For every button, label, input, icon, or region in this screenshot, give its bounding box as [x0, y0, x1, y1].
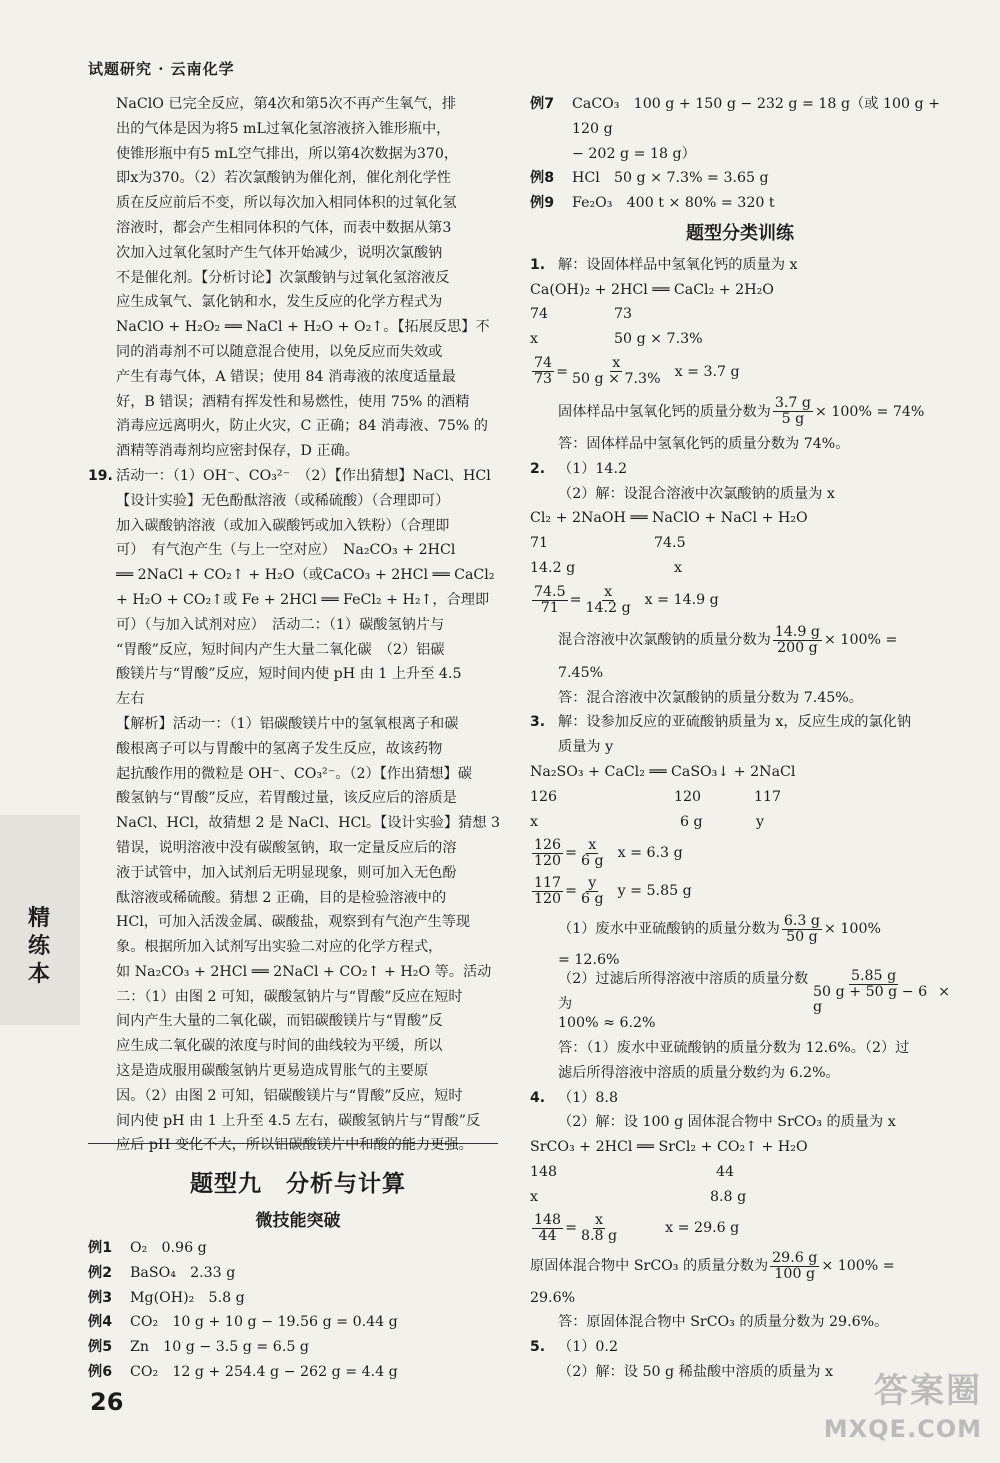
chemical-equation: Ca(OH)₂ + 2HCl ══ CaCl₂ + 2H₂O: [530, 281, 774, 298]
example-item: [530, 191, 950, 216]
example-item: [530, 92, 950, 142]
proportion-row: $\frac{74}{73}$ = $\frac{x}{50 g \times 7.3\%}$ x = 3.7 g: [534, 355, 740, 388]
quantity: y: [756, 813, 765, 830]
result: y = 5.85 g: [617, 882, 692, 899]
result: x = 29.6 g: [665, 1220, 740, 1237]
answer-line: 答：混合溶液中次氯酸钠的质量分数为 7.45%。: [558, 689, 863, 706]
numerator: x: [595, 1212, 604, 1228]
example-item: [88, 1261, 398, 1286]
fraction: [532, 876, 563, 907]
chemical-equation: SrCO₃ + 2HCl ══ SrCl₂ + CO₂↑ + H₂O: [530, 1139, 808, 1156]
text-line: 左右: [116, 691, 145, 708]
text-line: （2）解：设 100 g 固体混合物中 SrCO₃ 的质量为 x: [558, 1114, 896, 1131]
example-answer: Mg(OH)₂ 5.8 g: [130, 1289, 245, 1306]
percent-label: 固体样品中氢氧化钙的质量分数为: [558, 403, 771, 420]
quantity-row: [530, 810, 950, 835]
denominator: 120: [534, 890, 562, 907]
percent-label: （2）过滤后所得溶液中溶质的质量分数为: [558, 971, 809, 1013]
example-label: 例2: [88, 1264, 113, 1281]
text-line: 应生成氧气、氯化钠和水，发生反应的化学方程式为: [116, 294, 443, 311]
example-label: 例5: [88, 1339, 113, 1356]
quantity-row: [530, 327, 950, 352]
molar-mass: 71: [530, 535, 549, 552]
denominator: 71: [540, 600, 559, 617]
denominator: 5 g: [781, 411, 805, 428]
text-line: 质量为 y: [558, 739, 614, 756]
text-line: （2）解：设 50 g 稀盐酸中溶质的质量为 x: [558, 1363, 834, 1380]
example-label: [530, 142, 572, 167]
text-line: NaClO + H₂O₂ ══ NaCl + H₂O + O₂↑。【拓展反思】不: [116, 319, 490, 336]
text-line: 间内使 pH 由 1 上升至 4.5 左右，碳酸氢钠片与“胃酸”反: [116, 1112, 481, 1129]
text-line: NaCl、HCl，故猜想 2 是 NaCl、HCl。【设计实验】猜想 3: [116, 815, 501, 832]
text-line: 100% ≈ 6.2%: [558, 1015, 656, 1032]
denominator: 200 g: [777, 640, 818, 657]
left-column: [88, 92, 508, 1158]
fraction: [782, 914, 822, 945]
answer-3: [530, 710, 950, 1085]
watermark-url: MXQE.COM: [823, 1415, 982, 1443]
example-answer: − 202 g = 18 g）: [572, 145, 696, 162]
numerator: 5.85 g: [850, 968, 897, 985]
percent-result: × 100% = 74%: [814, 403, 925, 420]
example-answer: CaCO₃ 100 g + 150 g − 232 g = 18 g（或 100 g + 120 g: [572, 96, 941, 137]
denominator: 8.8 g: [580, 1228, 618, 1244]
fraction: [532, 1213, 563, 1244]
example-answer: CO₂ 10 g + 10 g − 19.56 g = 0.44 g: [130, 1314, 398, 1331]
proportion-row: $\frac{126}{120}$ = $\frac{x}{6 g}$ x = 6.3 g: [534, 836, 683, 869]
text-line: 酸氢钠与“胃酸”反应，若胃酸过量，该反应后的溶质是: [116, 790, 457, 807]
text-line: 应后 pH 变化不大，所以铝碳酸镁片中和酸的能力更强。: [116, 1137, 473, 1154]
numerator: 3.7 g: [774, 395, 811, 412]
numerator: y: [588, 874, 597, 891]
quantity: 50 g × 7.3%: [614, 331, 703, 348]
percent-row: [558, 621, 950, 661]
text-line: 即x为370。（2）若次氯酸钠为催化剂，催化剂化学性: [116, 170, 451, 187]
text-line: 活动一：（1）OH⁻、CO₃²⁻ （2）【作出猜想】NaCl、HCl: [116, 467, 491, 484]
text-line: 象。根据所加入试剂写出实验二对应的化学方程式，: [116, 939, 443, 956]
section-title: 题型九 分析与计算: [190, 1171, 406, 1197]
percent-result: ×: [938, 983, 950, 1000]
molar-mass: 73: [614, 306, 633, 323]
text-line: + H₂O + CO₂↑或 Fe + 2HCl ══ FeCl₂ + H₂↑，合理即: [116, 591, 490, 608]
fraction: [532, 838, 563, 869]
molar-mass: 44: [716, 1163, 735, 1180]
molar-mass-row: [530, 1160, 950, 1185]
example-answer: Fe₂O₃ 400 t × 80% = 320 t: [572, 195, 775, 212]
denominator: 6 g: [580, 890, 604, 907]
numerator: 117: [534, 874, 562, 891]
text-line: 解：设固体样品中氢氧化钙的质量为 x: [558, 256, 798, 273]
page-number: 26: [90, 1388, 124, 1416]
numerator: 29.6 g: [772, 1250, 818, 1266]
text-line: 间内产生大量的二氧化碳，而铝碳酸镁片与“胃酸”反: [116, 1013, 443, 1030]
text-line: 解：设参加反应的亚硫酸钠质量为 x，反应生成的氯化钠: [558, 714, 912, 731]
text-line: “胃酸”反应，短时间内产生大量二氧化碳 （2）铝碳: [116, 641, 445, 658]
example-label: 例4: [88, 1314, 113, 1331]
text-line: 消毒应远离明火，防止火灾，C 正确；84 消毒液、75% 的: [116, 418, 488, 435]
example-label: 例1: [88, 1240, 113, 1256]
quantity-row: [530, 1185, 950, 1210]
text-line: 【解析】活动一：（1）铝碳酸镁片中的氢氧根离子和碳: [116, 715, 459, 732]
molar-mass: 120: [674, 788, 702, 805]
denominator: 73: [534, 371, 553, 388]
answer-2: [530, 457, 950, 711]
numerator: 148: [534, 1212, 562, 1228]
answer-4: [530, 1086, 950, 1336]
question-number: 3.: [530, 714, 546, 731]
percent-label: （1）废水中亚硫酸钠的质量分数为: [558, 920, 780, 937]
example-item: [530, 142, 950, 167]
text-line: 因。（2）由图 2 可知，铝碳酸镁片与“胃酸”反应，短时: [116, 1087, 463, 1104]
text-line: （1）0.2: [558, 1339, 618, 1356]
answer-line: 答：固体样品中氢氧化钙的质量分数为 74%。: [558, 435, 850, 452]
example-item: [88, 1286, 398, 1311]
text-line: 酞溶液或稀硫酸。猜想 2 正确，目的是检验溶液中的: [116, 889, 447, 906]
question-number: 1.: [530, 256, 546, 273]
quantity: x: [530, 1188, 539, 1205]
denominator: 100 g: [774, 1266, 816, 1282]
example-item: [88, 1360, 398, 1385]
fraction: [570, 356, 663, 387]
quantity: 8.8 g: [710, 1188, 747, 1205]
percent-result: × 100% =: [824, 632, 898, 649]
text-line: 使锥形瓶中有5 mL空气排出，所以第4次数据为370，: [116, 145, 459, 162]
fraction: [773, 396, 813, 427]
example-answer: CO₂ 12 g + 254.4 g − 262 g = 4.4 g: [130, 1363, 398, 1380]
result: x = 14.9 g: [644, 592, 719, 609]
question-number: 4.: [530, 1089, 546, 1106]
example-item: [530, 166, 950, 191]
denominator: 50 g + 50 g − 6 g: [813, 984, 928, 1016]
right-column: [530, 92, 950, 1385]
fraction: [811, 969, 936, 1015]
answer-line: 答：原固体混合物中 SrCO₃ 的质量分数为 29.6%。: [558, 1314, 889, 1331]
numerator: 74.5: [534, 584, 566, 601]
text-line: 酸根离子可以与胃酸中的氢离子发生反应，故该药物: [116, 740, 443, 757]
text-line: 出的气体是因为将5 mL过氧化氢溶液挤入锥形瓶中，: [116, 120, 451, 137]
molar-mass: 74: [530, 306, 549, 323]
denominator: 6 g: [580, 852, 604, 869]
fraction: [579, 876, 606, 907]
proportion-row: $\frac{74.5}{71}$ = $\frac{x}{14.2 g}$ x = 14.9 g: [534, 584, 719, 617]
percent-row: [558, 910, 950, 948]
proportion-row: $\frac{148}{44}$ = $\frac{x}{8.8 g}$ x = 29.6 g: [534, 1212, 740, 1244]
example-label: 例3: [88, 1289, 113, 1306]
proportion-row: $\frac{117}{120}$ = $\frac{y}{6 g}$ y = 5.85 g: [534, 874, 692, 907]
molar-mass: 74.5: [654, 535, 686, 552]
numerator: x: [588, 836, 597, 853]
percent-result: × 100%: [824, 920, 881, 937]
q18-continued: [88, 92, 508, 464]
text-line: 可） 有气泡产生（与上一空对应） Na₂CO₃ + 2HCl: [116, 542, 456, 559]
section-subtitle: 微技能突破: [255, 1211, 341, 1231]
fraction: [583, 585, 632, 616]
example-answer: O₂ 0.96 g: [130, 1240, 207, 1256]
chemical-equation: Na₂SO₃ + CaCl₂ ══ CaSO₃↓ + 2NaCl: [530, 763, 796, 780]
fraction: [579, 1213, 619, 1244]
fraction: [532, 356, 554, 387]
text-line: ══ 2NaCl + CO₂↑ + H₂O（或CaCO₃ + 2HCl ══ CaCl₂: [116, 567, 495, 584]
fraction: [579, 838, 606, 869]
molar-mass-row: [530, 531, 950, 556]
text-line: 7.45%: [558, 664, 604, 681]
answer-line: 答：（1）废水中亚硫酸钠的质量分数为 12.6%。（2）过: [558, 1039, 910, 1056]
numerator: 74: [534, 355, 553, 372]
text-line: （1）8.8: [558, 1089, 618, 1106]
numerator: 14.9 g: [774, 624, 821, 641]
result: x = 6.3 g: [617, 844, 683, 861]
answer-1: [530, 253, 950, 457]
text-line: 酒精等消毒剂均应密封保存，D 正确。: [116, 443, 359, 460]
text-line: 这是造成服用碳酸氢钠片更易造成胃胀气的主要原: [116, 1063, 429, 1080]
question-number: 2.: [530, 460, 546, 477]
side-tab-label: 精练本: [28, 906, 51, 987]
text-line: 质在反应前后不变，所以每次加入相同体积的过氧化氢: [116, 195, 457, 212]
text-line: （1）14.2: [558, 460, 627, 477]
percent-row: [530, 1248, 950, 1286]
numerator: 126: [534, 836, 562, 853]
watermark-text: 答案圈: [874, 1371, 982, 1411]
example-item: [88, 1335, 398, 1360]
example-label: 例7: [530, 96, 555, 112]
percent-label: 原固体混合物中 SrCO₃ 的质量分数为: [530, 1258, 769, 1275]
text-line: = 12.6%: [558, 952, 620, 969]
text-line: 不是催化剂。【分析讨论】次氯酸钠与过氧化氢溶液反: [116, 269, 450, 286]
fraction: [770, 1251, 819, 1282]
text-line: 酸镁片与“胃酸”反应，短时间内使 pH 由 1 上升至 4.5: [116, 666, 462, 683]
percent-result: × 100% =: [821, 1258, 895, 1275]
denominator: 50 g × 7.3%: [571, 371, 661, 388]
molar-mass-row: [530, 785, 950, 810]
q19-answer: [88, 464, 508, 1158]
example-label: 例6: [88, 1363, 113, 1380]
example-answer: BaSO₄ 2.33 g: [130, 1264, 236, 1281]
text-line: 溶液时，都会产生相同体积的气体，而表中数据从第3: [116, 219, 452, 236]
molar-mass: 126: [530, 788, 558, 805]
quantity: 14.2 g: [530, 559, 576, 576]
answer-line: 滤后所得溶液中溶质的质量分数约为 6.2%。: [558, 1064, 840, 1081]
text-line: 错误，说明溶液中没有碳酸氢钠，取一定量反应后的溶: [116, 839, 457, 856]
text-line: 【设计实验】无色酚酞溶液（或稀硫酸）（合理即可）: [116, 492, 450, 509]
text-line: 如 Na₂CO₃ + 2HCl ══ 2NaCl + CO₂↑ + H₂O 等。活动: [116, 963, 492, 980]
text-line: 加入碳酸钠溶液（或加入碳酸钙或加入铁粉）（合理即: [116, 517, 450, 534]
denominator: 120: [534, 852, 562, 869]
example-label: 例9: [530, 195, 555, 212]
percent-row: [558, 968, 950, 1016]
text-line: 起抗酸作用的微粒是 OH⁻、CO₃²⁻。（2）【作出猜想】碳: [116, 765, 472, 782]
numerator: 6.3 g: [783, 912, 820, 929]
example-answer: Zn 10 g − 3.5 g = 6.5 g: [130, 1339, 309, 1356]
numerator: x: [612, 355, 621, 372]
text-line: 二：（1）由图 2 可知，碳酸氢钠片与“胃酸”反应在短时: [116, 988, 463, 1005]
fraction: [532, 585, 568, 616]
text-line: 次加入过氧化氢时产生气体开始减少，说明次氯酸钠: [116, 244, 443, 261]
result: x = 3.7 g: [674, 363, 740, 380]
text-line: HCl，可加入活泼金属、碳酸盐，观察到有气泡产生等现: [116, 914, 471, 931]
percent-label: 混合溶液中次氯酸钠的质量分数为: [558, 632, 771, 649]
fraction: [773, 625, 822, 656]
percent-row: [558, 392, 950, 432]
text-line: （2）解：设混合溶液中次氯酸钠的质量为 x: [558, 485, 835, 502]
molar-mass: 148: [530, 1163, 558, 1180]
example-item: [88, 1236, 398, 1261]
text-line: NaClO 已完全反应，第4次和第5次不再产生氧气，排: [116, 96, 457, 112]
denominator: 44: [538, 1228, 557, 1244]
denominator: 50 g: [786, 928, 818, 945]
question-number: 5.: [530, 1339, 546, 1356]
training-title: 题型分类训练: [686, 222, 794, 244]
quantity: x: [674, 559, 683, 576]
quantity: x: [530, 331, 539, 348]
question-number: 19.: [88, 467, 113, 484]
watermark: [792, 1363, 982, 1453]
quantity: x: [530, 813, 539, 830]
running-header: 试题研究 · 云南化学: [88, 60, 235, 78]
molar-mass-row: [530, 302, 950, 327]
example-list: [88, 1236, 398, 1385]
example-label: 例8: [530, 170, 555, 187]
text-line: 好，B 错误；酒精有挥发性和易燃性，使用 75% 的酒精: [116, 393, 470, 410]
chemical-equation: Cl₂ + 2NaOH ══ NaClO + NaCl + H₂O: [530, 510, 808, 527]
example-answer: HCl 50 g × 7.3% = 3.65 g: [572, 170, 769, 187]
example-item: [88, 1310, 398, 1335]
text-line: 产生有毒气体，A 错误；使用 84 消毒液的浓度适量最: [116, 368, 456, 385]
text-line: 29.6%: [530, 1289, 576, 1306]
molar-mass: 117: [754, 788, 782, 805]
numerator: x: [604, 584, 613, 601]
text-line: 液于试管中，加入试剂后无明显现象，则可加入无色酚: [116, 864, 457, 881]
denominator: 14.2 g: [585, 600, 631, 617]
text-line: 同的消毒剂不可以随意混合使用，以免反应而失效或: [116, 343, 443, 360]
quantity-row: [530, 556, 950, 581]
text-line: 可）（与加入试剂对应） 活动二：（1）碳酸氢钠片与: [116, 616, 445, 633]
text-line: 应生成二氧化碳的浓度与时间的曲线较为平缓，所以: [116, 1038, 443, 1055]
quantity: 6 g: [680, 813, 703, 830]
